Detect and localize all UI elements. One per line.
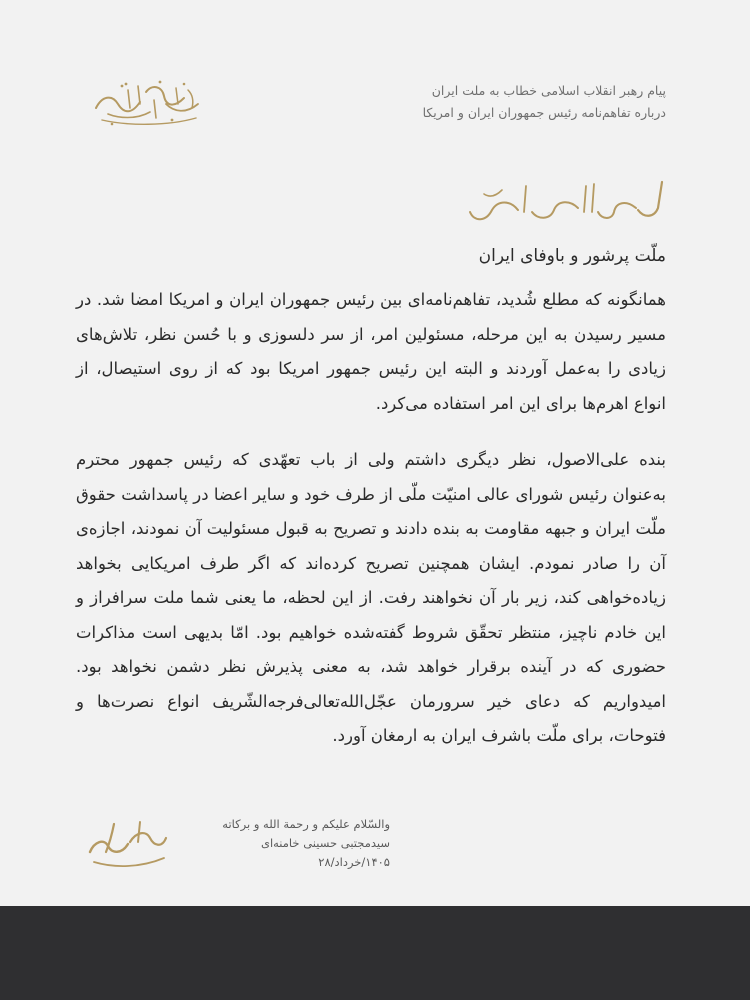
footer-band <box>0 906 750 1000</box>
closing-name: سیدمجتبی حسینی خامنه‌ای <box>260 836 390 850</box>
body-paragraph-1: همانگونه که مطلع شُدید، تفاهم‌نامه‌ای بین رئیس جمهوران ایران و امریکا امضا شد. در مسیر رسیدن به این مرحله، مسئولین امر، از سر دلسوزی و با حُسن نظر، تلاش‌های زیادی را به‌عمل آوردند و البته این رئیس جمهور امریکا بود که از روی استیصال، از انواع اهرم‌ها برای این امر استفاده می‌کرد. <box>76 290 666 413</box>
handwritten-signature <box>84 812 170 872</box>
closing-date: ۱۴۰۵/خرداد/۲۸ <box>318 855 390 869</box>
calligraphy-seal <box>88 74 206 130</box>
header-line-1: پیام رهبر انقلاب اسلامی خطاب به ملت ایران <box>431 83 666 98</box>
letter-greeting: ملّت پرشور و باوفای ایران <box>478 246 666 266</box>
header-line-2: درباره تفاهم‌نامه رئیس جمهوران ایران و امریکا <box>422 105 666 120</box>
letter-header <box>346 80 666 124</box>
letter-closing <box>170 815 390 872</box>
bismillah-calligraphy <box>466 172 666 232</box>
closing-salutation: والسّلام علیکم و رحمة الله و برکاته <box>222 817 390 831</box>
body-paragraph-2: بنده علی‌الاصول، نظر دیگری داشتم ولی از باب تعهّدی که رئیس جمهور محترم به‌عنوان رئیس شورای عالی امنیّت ملّی از طرف خود و سایر اعضا در پاسداشت حقوق ملّت ایران و جبهه مقاومت به بنده دادند و تصریح به قبول مسئولیت آن نمودند، اجازه‌ی آن را صادر نمودم. ایشان همچنین تصریح کرده‌اند که اگر طرف امریکایی بخواهد زیاده‌خواهی کند، زیر بار آن نخواهند رفت. از این لحظه، ما یعنی شما ملت سرافراز و این خادم ناچیز، منتظر تحقّق شروط گفته‌شده خواهیم بود. امّا بدیهی است مذاکرات حضوری که در آینده برقرار خواهد شد، به معنی پذیرش نظر دشمن نخواهد بود. امیدواریم که دعای خیر سرورمان عجّل‌الله‌تعالی‌فرجه‌الشّریف انواع نصرت‌ها و فتوحات، برای ملّت باشرف ایران به ارمغان آورد. <box>76 450 666 745</box>
